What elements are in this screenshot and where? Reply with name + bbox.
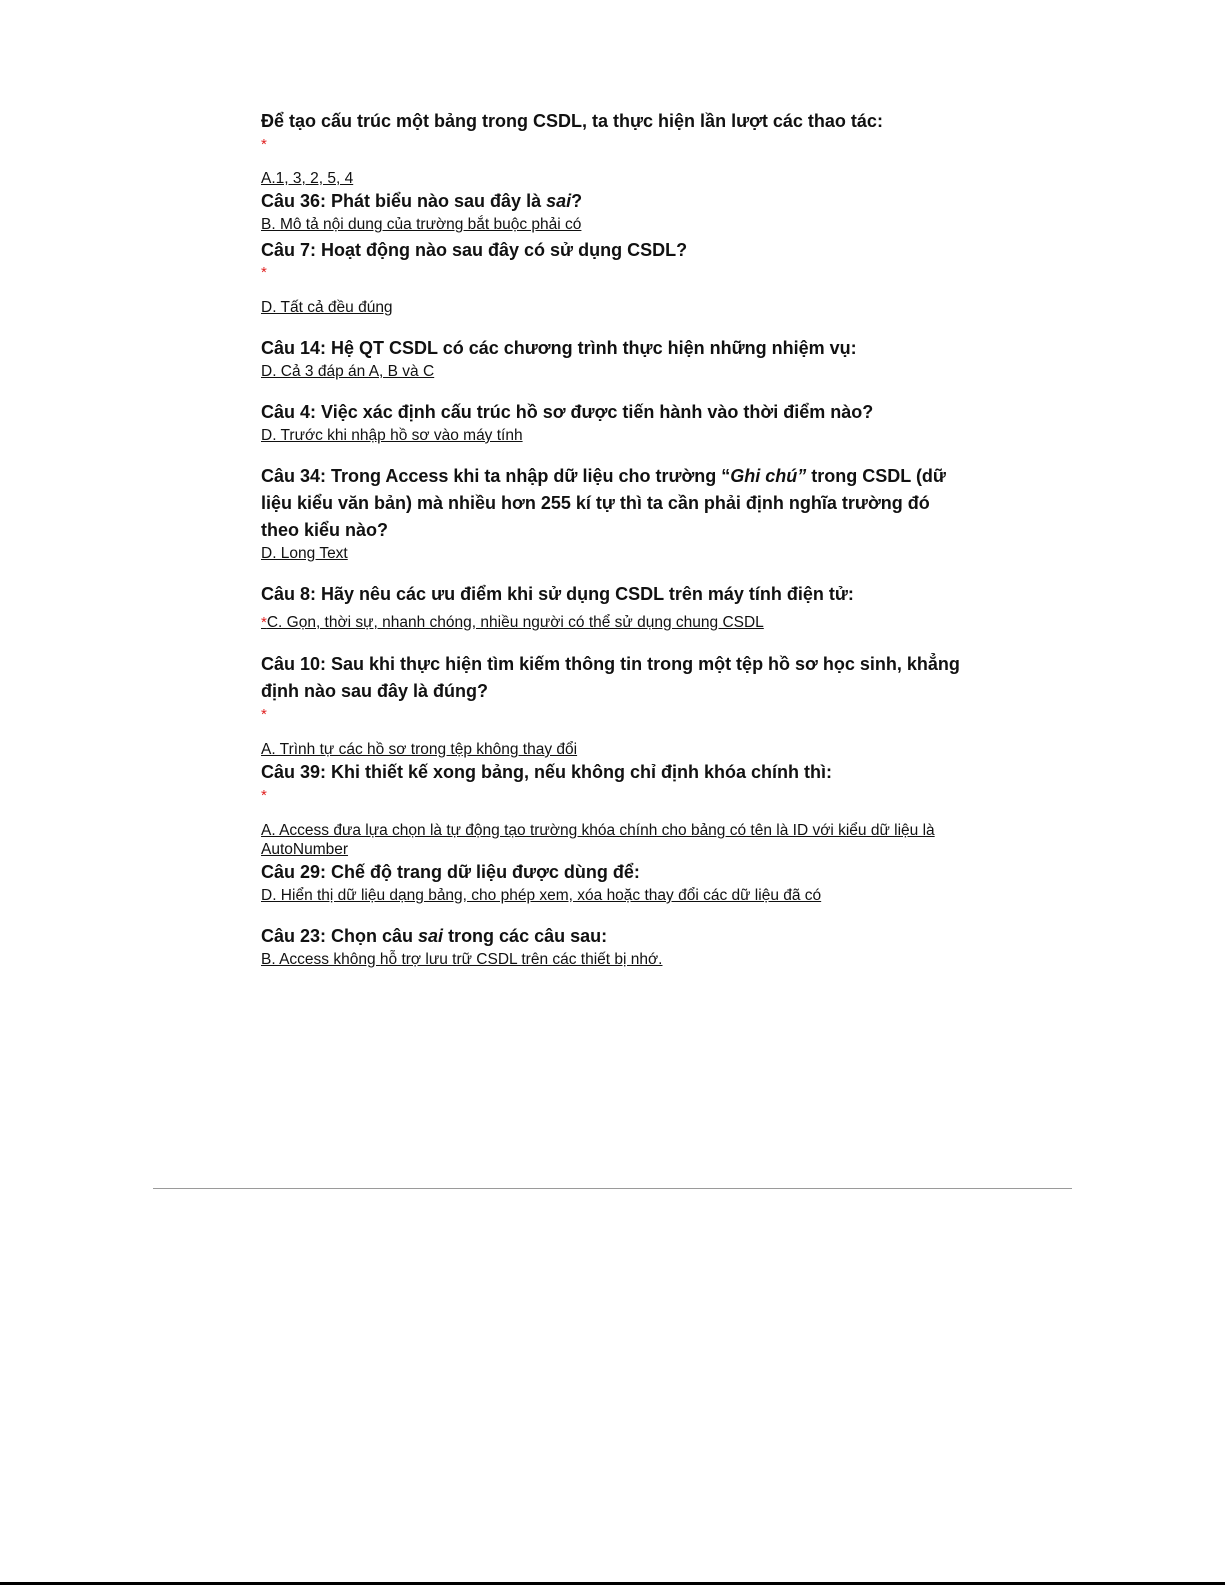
- question-item: [261, 399, 971, 445]
- question-text: Câu 36: Phát biểu nào sau đây là sai?: [261, 191, 583, 211]
- answer-text: B. Mô tả nội dung của trường bắt buộc phải có: [261, 216, 582, 233]
- question-text: Câu 39: Khi thiết kế xong bảng, nếu không chỉ định khóa chính thì:: [261, 762, 833, 782]
- answer-text: B. Access không hỗ trợ lưu trữ CSDL trên các thiết bị nhớ.: [261, 951, 663, 968]
- question-item: [261, 108, 971, 188]
- question-item: [261, 463, 971, 563]
- answer-text: D. Cả 3 đáp án A, B và C: [261, 363, 435, 380]
- answer-text: A. Access đưa lựa chọn là tự động tạo trường khóa chính cho bảng có tên là ID với kiểu dữ liệu là AutoNumber: [261, 822, 935, 858]
- question-text: Câu 14: Hệ QT CSDL có các chương trình thực hiện những nhiệm vụ:: [261, 338, 857, 358]
- question-text: Để tạo cấu trúc một bảng trong CSDL, ta thực hiện lần lượt các thao tác:: [261, 111, 883, 131]
- answer-text: A.1, 3, 2, 5, 4: [261, 170, 354, 187]
- question-item: [261, 237, 971, 317]
- question-text: Câu 4: Việc xác định cấu trúc hồ sơ được tiến hành vào thời điểm nào?: [261, 402, 874, 422]
- question-text: Câu 7: Hoạt động nào sau đây có sử dụng CSDL?: [261, 240, 688, 260]
- question-item: [261, 923, 971, 969]
- question-item: [261, 651, 971, 759]
- question-item: [261, 581, 971, 632]
- required-marker: *: [261, 706, 267, 723]
- answer-text: D. Long Text: [261, 545, 348, 562]
- question-text: Câu 23: Chọn câu sai trong các câu sau:: [261, 926, 608, 946]
- answer-text: D. Hiển thị dữ liệu dạng bảng, cho phép xem, xóa hoặc thay đổi các dữ liệu đã có: [261, 887, 822, 904]
- required-marker: *: [261, 136, 267, 153]
- question-item: [261, 859, 971, 905]
- question-item: [261, 188, 971, 234]
- question-text: Câu 8: Hãy nêu các ưu điểm khi sử dụng CSDL trên máy tính điện tử:: [261, 584, 854, 604]
- question-text: Câu 29: Chế độ trang dữ liệu được dùng để:: [261, 862, 640, 882]
- answer-text: A. Trình tự các hồ sơ trong tệp không thay đổi: [261, 741, 578, 758]
- question-item: [261, 335, 971, 381]
- question-text: Câu 10: Sau khi thực hiện tìm kiếm thông tin trong một tệp hồ sơ học sinh, khẳng định nào sau đây là đúng?: [261, 654, 960, 701]
- answer-text: D. Trước khi nhập hồ sơ vào máy tính: [261, 427, 523, 444]
- answer-text: D. Tất cả đều đúng: [261, 299, 393, 316]
- required-marker: *: [261, 787, 267, 804]
- required-marker: *: [261, 264, 267, 281]
- question-text: Câu 34: Trong Access khi ta nhập dữ liệu cho trường “Ghi chú” trong CSDL (dữ liệu kiểu văn bản) mà nhiều hơn 255 kí tự thì ta cần phải định nghĩa trường đó theo kiểu nào?: [261, 466, 946, 540]
- document-body: [261, 108, 971, 969]
- required-marker: *: [261, 614, 267, 631]
- answer-text: *C. Gọn, thời sự, nhanh chóng, nhiều người có thể sử dụng chung CSDL: [261, 614, 764, 631]
- page-divider: [153, 1188, 1072, 1189]
- question-item: [261, 759, 971, 859]
